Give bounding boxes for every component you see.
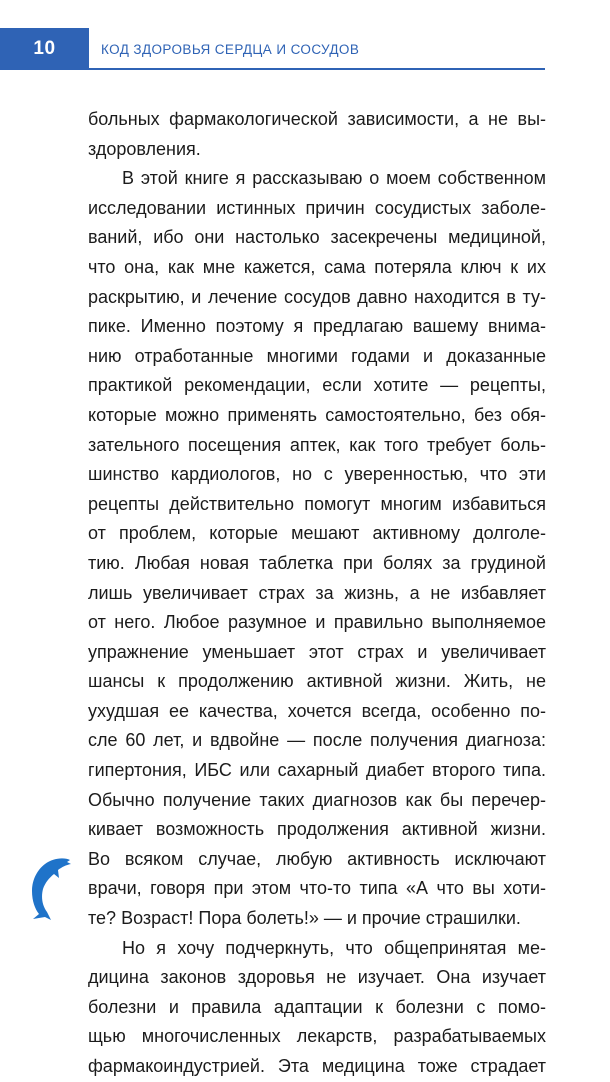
text-line: кивает возможность продолжения активной жизни.: [88, 819, 546, 840]
text-line: Во всяком случае, любую активность исключают: [88, 848, 546, 869]
text-line: гипертония, ИБС или сахарный диабет второго типа.: [88, 760, 546, 781]
body-text: [88, 105, 546, 1082]
text-line: болезни и правила адаптации к болезни с помо-: [88, 996, 546, 1017]
text-line: Но я хочу подчеркнуть, что общепринятая ме-: [122, 937, 546, 958]
text-line: больных фармакологической зависимости, а не вы-: [88, 109, 546, 129]
text-line: врачи, говоря при этом что-то типа «А что вы хоти-: [88, 878, 546, 899]
text-line: те? Возраст! Пора болеть!» — и прочие страшилки.: [88, 908, 521, 929]
text-line: зательного посещения аптек, как того требует боль-: [88, 434, 546, 455]
text-line: от него. Любое разумное и правильно выполняемое: [88, 612, 546, 633]
text-line: пике. Именно поэтому я предлагаю вашему внима-: [88, 316, 546, 337]
text-line: фармакоиндустрией. Эта медицина тоже страдает: [88, 1056, 546, 1076]
text-line: нию отработанные многими годами и доказанные: [88, 345, 546, 366]
text-line: сле 60 лет, и вдвойне — после получения диагноза:: [88, 730, 546, 751]
text-line: В этой книге я рассказываю о моем собственном: [122, 168, 546, 189]
page-number: 10: [0, 28, 89, 70]
text-line: практикой рекомендации, если хотите — рецепты,: [88, 375, 546, 396]
text-line: здоровления.: [88, 138, 201, 159]
page-header: [0, 28, 545, 70]
text-line: дицина законов здоровья не изучает. Она изучает: [88, 967, 546, 988]
text-line: шансы к продолжению активной жизни. Жить, не: [88, 671, 546, 692]
text-line: от проблем, которые мешают активному долголе-: [88, 523, 546, 544]
running-title: КОД ЗДОРОВЬЯ СЕРДЦА И СОСУДОВ: [101, 42, 360, 57]
header-rule: [89, 68, 545, 70]
text-line: шинство кардиологов, но с уверенностью, что эти: [88, 464, 546, 485]
text-line: исследовании истинных причин сосудистых заболе-: [88, 197, 546, 218]
text-line: ухудшая ее качества, хочется всегда, особенно по-: [88, 700, 546, 721]
text-line: раскрытию, и лечение сосудов давно находится в ту-: [88, 286, 546, 307]
text-line: Обычно получение таких диагнозов как бы перечер-: [88, 789, 546, 810]
text-line: что она, как мне кажется, сама потеряла ключ к их: [88, 256, 546, 277]
text-line: лишь увеличивает страх за жизнь, а не избавляет: [88, 582, 546, 603]
text-line: которые можно применять самостоятельно, без обя-: [88, 404, 546, 425]
text-line: ваний, ибо они настолько засекречены медициной,: [88, 227, 546, 248]
text-line: упражнение уменьшает этот страх и увеличивает: [88, 641, 546, 662]
text-line: тию. Любая новая таблетка при болях за грудиной: [88, 552, 546, 573]
text-line: щью многочисленных лекарств, разрабатываемых: [88, 1026, 546, 1047]
dolphin-icon: [20, 856, 72, 920]
text-line: рецепты действительно помогут многим избавиться: [88, 493, 546, 514]
